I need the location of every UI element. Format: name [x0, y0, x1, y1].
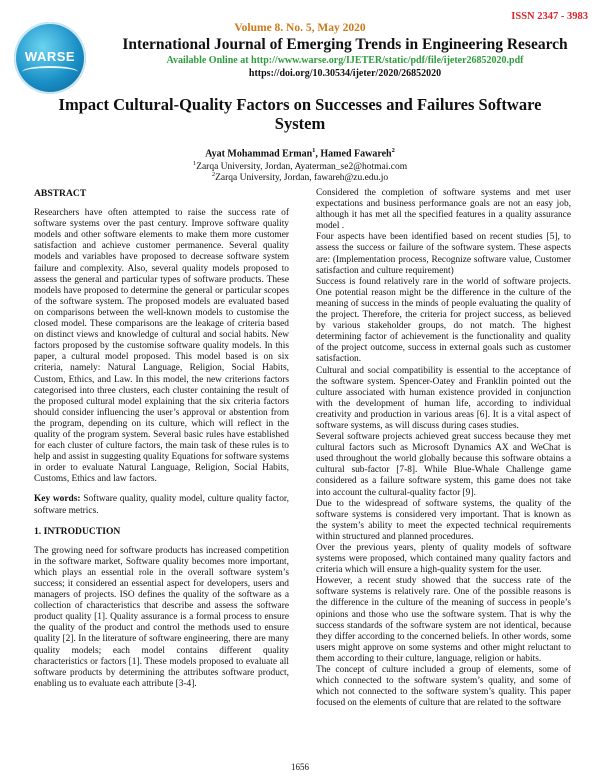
paragraph: Due to the widespread of software systems, the quality of the software systems is considered very important. That is known as the system’s ability to meet the expected technical requirements within structured and planned procedures.: [316, 498, 571, 542]
paragraph: Success is found relatively rare in the world of software projects. One potential reason might be the difference in the culture of the meaning of success in the minds of people evaluating the quality of the project. Therefore, the criteria for project success, as believed by various stakeholder groups, do not match. The highest determining factor of achievement is the functionality and quality of the project outcome, success in external goals such as customer satisfaction.: [316, 276, 571, 365]
journal-name: International Journal of Emerging Trends in Engineering Research: [122, 36, 568, 53]
paragraph: Over the previous years, plenty of quality models of software systems were proposed, which contained many quality factors and criteria which will ensure a high-quality system for the user.: [316, 543, 571, 576]
paragraph: The concept of culture included a group of elements, some of which connected to the software system’s quality, and some of which not connected to the software system’s quality. This paper focused on the elements of culture that are related to the software: [316, 665, 571, 709]
left-column: [34, 188, 289, 690]
page-number: 1656: [291, 762, 309, 772]
abstract-text: Researchers have often attempted to raise the success rate of software systems over the past century. Improve software quality models and other software elements to make them more customer satisfaction and achieve customer permanence. Several quality models and variables have proposed to decrease software system failure and complexity. Also, several quality models proposed to assess the general and particular types of software products. These models have proposed to determine the general or particular scopes of the software system. The proposed models are evaluated based on comparisons between the well-known models to customise the closed model. These comparisons are the leakage of criteria based on distinct views and knowledge of cultural and social habits. New factors proposed by the customise software quality models. In this paper, a cultural model proposed. This model based is on six criteria, namely: Natural Language, Religion, Social Habits, Custom, Ethics, and Law. In this model, the new criterions factors categorised into three clusters, each cluster containing the result of the proposed cultural model explaining that the six criteria factors should consider influencing the user’s approval or abstention from the program, depending on its culture, which will reflect in the quality of the program system. Several basic rules have established for each cluster of culture factors, the main task of these rules is to help and assist in suggesting quality Equations for software systems in order to evaluate Natural Language, Religion, Social Habits, Customs, Ethics and law factors.: [34, 208, 289, 485]
paper-authors: Ayat Mohammad Erman$^1$, Hamed Fawareh$^2$: [205, 147, 395, 160]
affiliation-2: $^2$Zarqa University, Jordan, fawareh@zu.edu.jo: [211, 171, 389, 184]
paragraph: Cultural and social compatibility is essential to the acceptance of the software system. Spencer-Oatey and Franklin pointed out the culture associated with human existence provided in conjunction with the development of human life, according to individual creativity and production in various areas [6]. It is a vital aspect of software systems, as will discuss during cases studies.: [316, 365, 571, 431]
paragraph: Several software projects achieved great success because they met cultural factors such as Microsoft Dynamics AX and WeChat is used throughout the world globally because this software obtains a cultural sub-factor [7-8]. While Blue-Whale Challenge game considered as a failure software system, this game does not take into account the cultural-quality factor [9].: [316, 432, 571, 498]
keywords: Key words: Software quality, quality model, culture quality factor, software metrics.: [34, 494, 289, 516]
paragraph: Considered the completion of software systems and met user expectations and business performance goals are not an easy job, although it has met all the specified features in a quality assurance model .: [316, 188, 571, 232]
logo-swoosh: [22, 66, 78, 78]
paragraph: However, a recent study showed that the success rate of the software systems is relatively rare. One of the possible reasons is the difference in the culture of the meaning of success in people’s opinions and those who use the software system. That is why the success standards of the software system are not identical, because they differ according to the concerned beliefs. In other words, some users might approve on some systems and other might reluctant to them according to their culture, language, religion or habits.: [316, 576, 571, 664]
introduction-heading: 1. INTRODUCTION: [34, 525, 121, 537]
introduction-paragraph: The growing need for software products has increased competition in the software market, Software quality becomes more important, which plays an essential role in the overall software system’s success; it considered an essential aspect for developers, users and managers of projects. ISO defines the quality of the software as a collection of characteristics that describe and assess the software product quality [1]. Quality assurance is a formal process to ensure the quality of the product and control the methods used to ensure quality [2]. In the literature of software engineering, there are many quality models; each model contains different quality characteristics or factors [1]. These models proposed to evaluate all software products by determining the attributes software product, enabling us to evaluate each attribute [3-4].: [34, 545, 289, 689]
issn: ISSN 2347 - 3983: [511, 11, 588, 22]
affiliation-1: $^1$Zarqa University, Jordan, Ayaterman_se2@hotmai.com: [192, 160, 408, 173]
paper-title: Impact Cultural-Quality Factors on Successes and Failures Software System: [58, 95, 542, 133]
abstract-heading: ABSTRACT: [34, 188, 87, 199]
logo-text: WARSE: [24, 49, 76, 64]
paragraph: Four aspects have been identified based on recent studies [5], to assess the success or failure of the software system. These aspects are: (Implementation process, Recognize software value, Customer satisfaction and culture requirement): [316, 232, 571, 276]
available-online-link[interactable]: Available Online at http://www.warse.org/IJETER/static/pdf/file/ijeter26852020.pdf: [166, 55, 524, 66]
volume-info: Volume 8. No. 5, May 2020: [234, 22, 366, 34]
doi-link[interactable]: https://doi.org/10.30534/ijeter/2020/26852020: [248, 68, 442, 79]
right-column: [316, 188, 571, 709]
